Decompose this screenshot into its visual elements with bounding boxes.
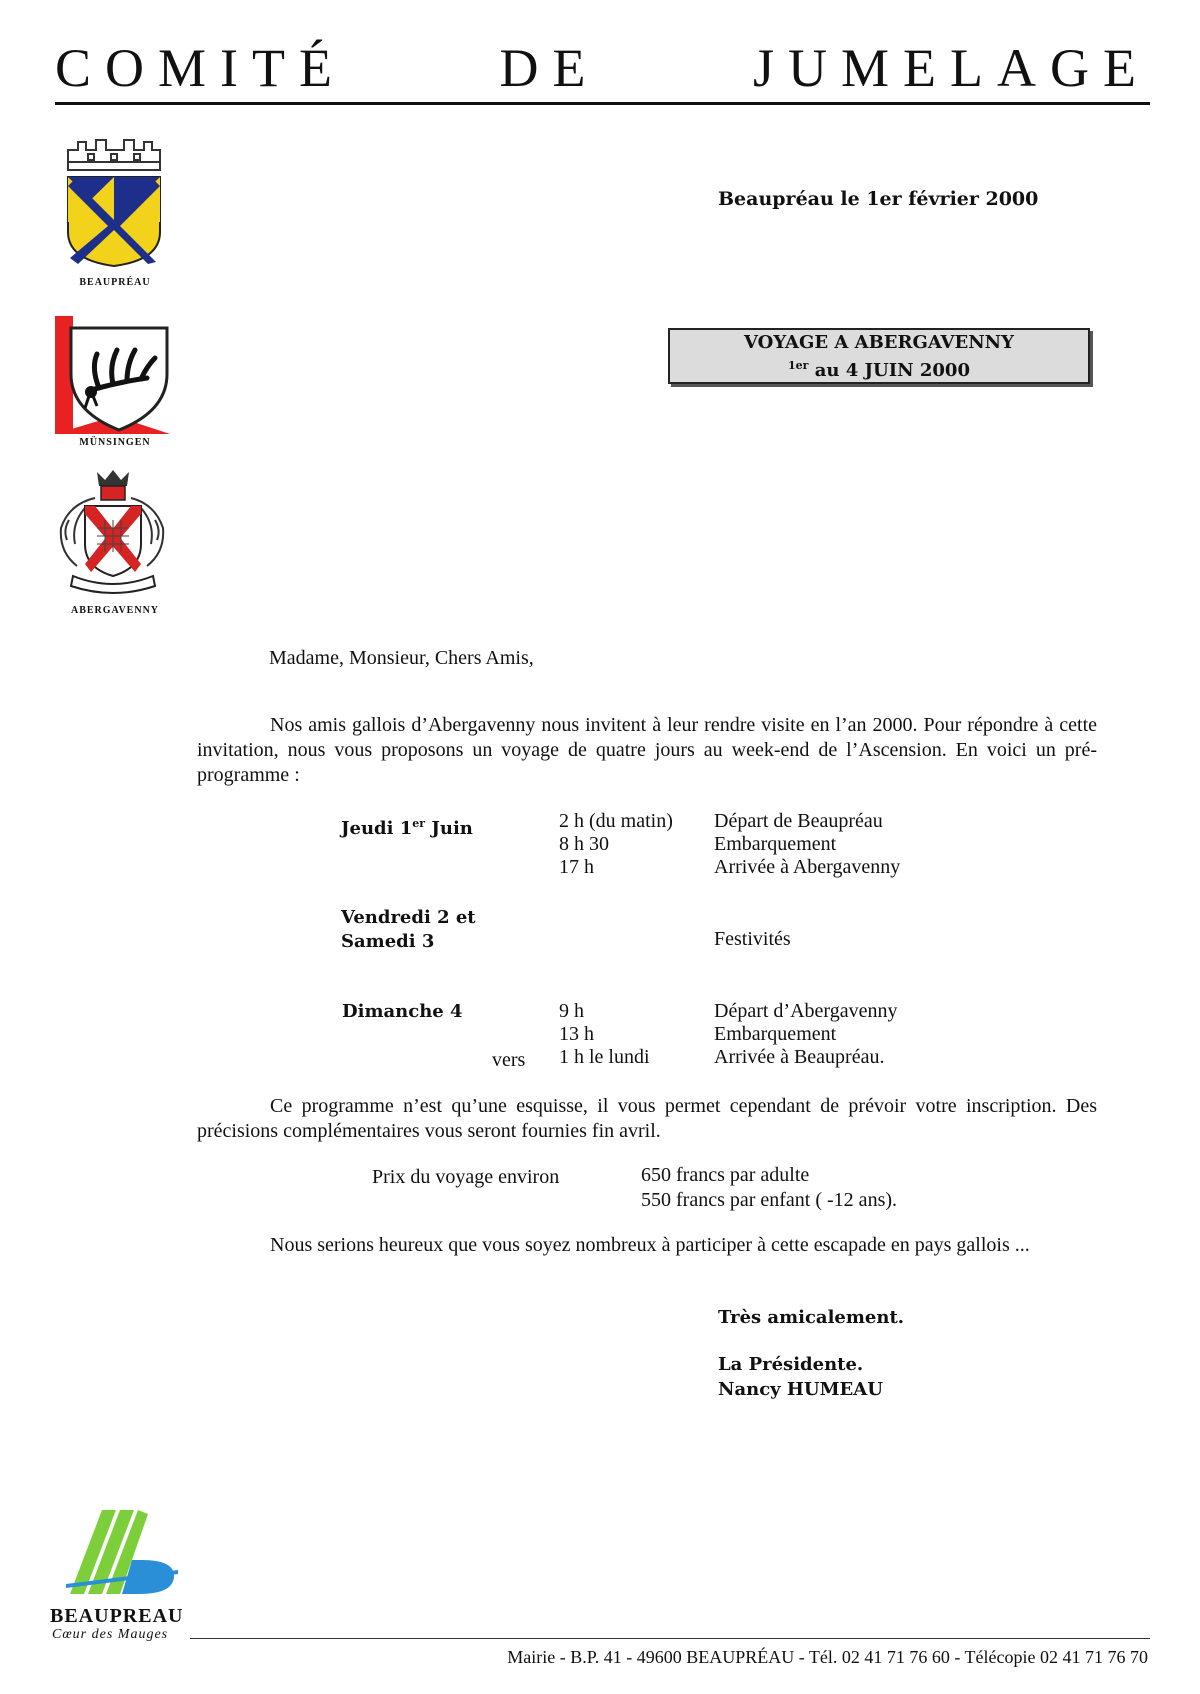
title-word-comite: COMITÉ [55,38,346,98]
intro-paragraph-text: Nos amis gallois d’Abergavenny nous invitent à leur rendre visite en l’an 2000. Pour répondre à cette invitation, nous vous proposons un voyage de quatre jours au week-end de l’Ascension. En voici un pré-programme : [197,714,1097,786]
programme-time: 2 h (du matin) [559,810,673,832]
crest-caption-abergavenny: ABERGAVENNY [70,605,160,616]
voyage-date-rest: au 4 JUIN 2000 [808,359,970,381]
price-label: Prix du voyage environ [372,1166,560,1188]
page-title [55,38,1150,98]
programme-day-3-events [714,1000,897,1069]
programme-time: 17 h [559,856,594,878]
day2-label-line1: Vendredi 2 et [341,907,476,928]
crest-caption-beaupreau: BEAUPRÉAU [79,277,151,288]
beaupreau-logo-tagline: Cœur des Mauges [52,1627,169,1642]
beaupreau-logo-brand: BEAUPREAU [50,1605,184,1627]
voyage-date-sup: 1er [788,358,809,372]
programme-event: Départ de Beaupréau [714,810,883,832]
footer-address: Mairie - B.P. 41 - 49600 BEAUPRÉAU - Tél. 02 41 71 76 60 - Télécopie 02 41 71 76 70 [507,1647,1148,1667]
beaupreau-logo-icon [62,1510,182,1602]
programme-time: 9 h [559,1000,584,1022]
programme-event: Arrivée à Abergavenny [714,856,901,878]
programme-event: Embarquement [714,833,837,855]
footer-divider [190,1638,1150,1639]
voyage-title-line1: VOYAGE A ABERGAVENNY [744,331,1014,353]
programme-time: 1 h le lundi [559,1046,650,1068]
day2-label-line2: Samedi 3 [341,931,435,952]
letter-date: Beaupréau le 1er février 2000 [718,188,1039,210]
closing-paragraph-text: Nous serions heureux que vous soyez nombreux à participer à cette escapade en pays gallois ... [270,1234,1030,1256]
abergavenny-crest-icon [55,468,170,596]
crest-caption-munsingen: MÜNSINGEN [79,437,151,448]
header-divider [55,102,1150,105]
programme-time: 13 h [559,1023,594,1045]
sketch-paragraph-text: Ce programme n’est qu’une esquisse, il vous permet cependant de prévoir votre inscription. Des précisions complémentaires vous seront fournies fin avril. [197,1095,1097,1142]
signature-name: Nancy HUMEAU [718,1379,883,1400]
programme-day-3-label: Dimanche 4 [342,1001,463,1022]
programme-time: 8 h 30 [559,833,609,855]
programme-day-2-label [341,906,476,954]
salutation: Madame, Monsieur, Chers Amis, [269,647,534,669]
day1-label-pre: Jeudi 1 [341,818,413,839]
voyage-title-box [668,328,1090,384]
price-adult: 650 francs par adulte [641,1164,810,1186]
programme-event: Embarquement [714,1023,837,1045]
programme-day-1-label [341,812,473,841]
price-child: 550 francs par enfant ( -12 ans). [641,1189,898,1211]
closing-paragraph [197,1233,1097,1258]
programme-event: Arrivée à Beaupréau. [714,1046,885,1068]
day1-label-sup: er [412,817,426,830]
voyage-title-line2 [788,354,970,382]
munsingen-crest-icon [55,316,170,434]
intro-paragraph [197,713,1097,788]
signature-role: La Présidente. [718,1354,864,1375]
programme-event: Départ d’Abergavenny [714,1000,898,1022]
price-values [641,1163,897,1213]
day1-label-post: Juin [425,818,473,839]
beaupreau-crest-icon [60,122,170,267]
programme-day-2-event: Festivités [714,928,791,950]
programme-day-3-prefix: vers [492,1049,526,1071]
sketch-paragraph [197,1094,1097,1144]
programme-day-1-events [714,810,900,879]
programme-day-1-times [559,810,673,879]
title-word-de: DE [499,38,600,98]
title-word-jumelage: JUMELAGE [753,38,1150,98]
signature-greeting: Très amicalement. [718,1307,905,1328]
programme-day-3-times [559,1000,650,1069]
